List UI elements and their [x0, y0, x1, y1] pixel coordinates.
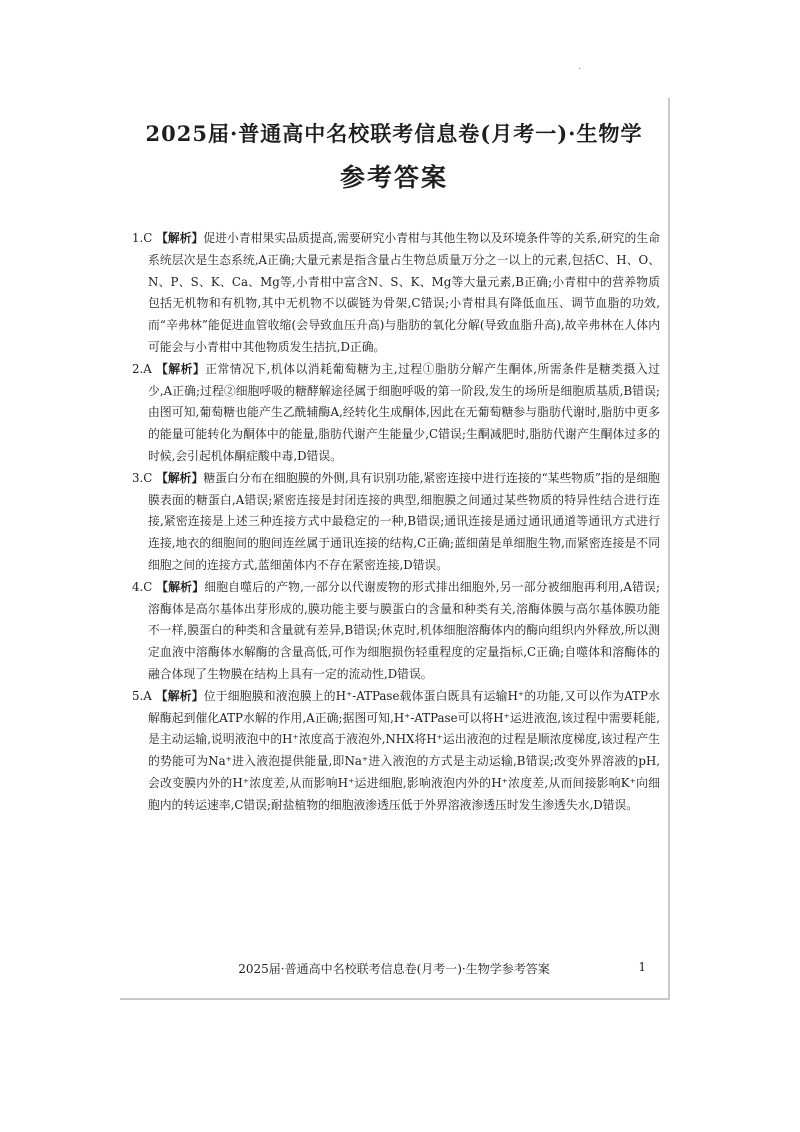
analysis-text: 正常情况下,机体以消耗葡萄糖为主,过程①脂肪分解产生酮体,所需条件是糖类摄入过少,A正确;过程②细胞呼吸的糖酵解途径属于细胞呼吸的第一阶段,发生的场所是细胞质基质,B错误;由图可知,葡萄糖也能产生乙酰辅酶A,经转化生成酮体,因此在无葡萄糖参与脂肪代谢时,脂肪中更多的能量可能转化为酮体中的能量,脂肪代谢产生能量少,C错误;生酮减肥时,脂肪代谢产生酮体过多的时候,会引起机体酮症酸中毒,D错误。	[148, 361, 660, 463]
answer-number: 4.C	[132, 579, 153, 594]
answer-number: 5.A	[132, 688, 152, 703]
answer-item-2	[132, 359, 660, 468]
answer-item-3	[132, 468, 660, 577]
analysis-text: 细胞自噬后的产物,一部分以代谢废物的形式排出细胞外,另一部分被细胞再利用,A错误;溶酶体是高尔基体出芽形成的,膜功能主要与膜蛋白的含量和种类有关,溶酶体膜与高尔基体膜功能不一样,膜蛋白的种类和含量就有差异,B错误;休克时,机体细胞溶酶体内的酶向组织内外释放,所以测定血液中溶酶体水解酶的含量高低,可作为细胞损伤轻重程度的定量指标,C正确;自噬体和溶酶体的融合体现了生物膜在结构上具有一定的流动性,D错误。	[148, 579, 661, 681]
answer-number: 2.A	[132, 361, 152, 376]
answer-sheet	[120, 98, 670, 1000]
answer-number: 1.C	[132, 231, 153, 245]
answer-item-4	[132, 577, 660, 686]
analysis-tag: 【解析】	[156, 361, 206, 376]
answer-item-1	[132, 228, 660, 359]
analysis-tag: 【解析】	[156, 231, 204, 245]
page-number: 1	[638, 960, 646, 974]
analysis-tag: 【解析】	[156, 579, 205, 594]
page-footer: 2025届·普通高中名校联考信息卷(月考一)·生物学参考答案	[238, 962, 550, 976]
page-subtitle: 参考答案	[339, 163, 448, 192]
analysis-tag: 【解析】	[155, 688, 204, 703]
analysis-text: 位于细胞膜和液泡膜上的H⁺-ATPase载体蛋白既具有运输H⁺的功能,又可以作为ATP水解酶起到催化ATP水解的作用,A正确;据图可知,H⁺-ATPase可以将H⁺运进液泡,该过程中需要耗能,是主动运输,说明液泡中的H⁺浓度高于液泡外,NHX将H⁺运出液泡的过程是顺浓度梯度,该过程产生的势能可为Na⁺进入液泡提供能量,即Na⁺进入液泡的方式是主动运输,B错误;改变外界溶液的pH,会改变膜内外的H⁺浓度差,从而影响H⁺运进细胞,影响液泡内外的H⁺浓度差,从而间接影响K⁺向细胞内的转运速率,C错误;耐盐植物的细胞液渗透压低于外界溶液渗透压时发生渗透失水,D错误。	[148, 688, 660, 812]
analysis-text: 糖蛋白分布在细胞膜的外侧,具有识别功能,紧密连接中进行连接的“某些物质”指的是细胞膜表面的糖蛋白,A错误;紧密连接是封闭连接的典型,细胞膜之间通过某些物质的特异性结合进行连接,紧密连接是上述三种连接方式中最稳定的一种,B错误;通讯连接是通过通讯通道等通讯方式进行连接,地衣的细胞间的胞间连丝属于通讯连接的结构,C正确;蓝细菌是单细胞生物,而紧密连接是不同细胞之间的连接方式,蓝细菌体内不存在紧密连接,D错误。	[148, 470, 660, 572]
answer-number: 3.C	[132, 470, 153, 485]
page-title: 2025届·普通高中名校联考信息卷(月考一)·生物学	[145, 121, 643, 146]
analysis-tag: 【解析】	[156, 470, 204, 485]
answer-item-5	[132, 686, 660, 817]
answer-list	[132, 228, 660, 817]
analysis-text: 促进小青柑果实品质提高,需要研究小青柑与其他生物以及环境条件等的关系,研究的生命系统层次是生态系统,A正确;大量元素是指含量占生物总质量万分之一以上的元素,包括C、H、O、N、P、S、K、Ca、Mg等,小青柑中富含N、S、K、Mg等大量元素,B正确;小青柑中的营养物质包括无机物和有机物,其中无机物不以碳链为骨架,C错误;小青柑具有降低血压、调节血脂的功效,而“辛弗林”能促进血管收缩(会导致血压升高)与脂肪的氧化分解(导致血脂升高),故辛弗林在人体内可能会与小青柑中其他物质发生拮抗,D正确。	[148, 231, 660, 354]
scan-speck: ·	[578, 64, 582, 75]
